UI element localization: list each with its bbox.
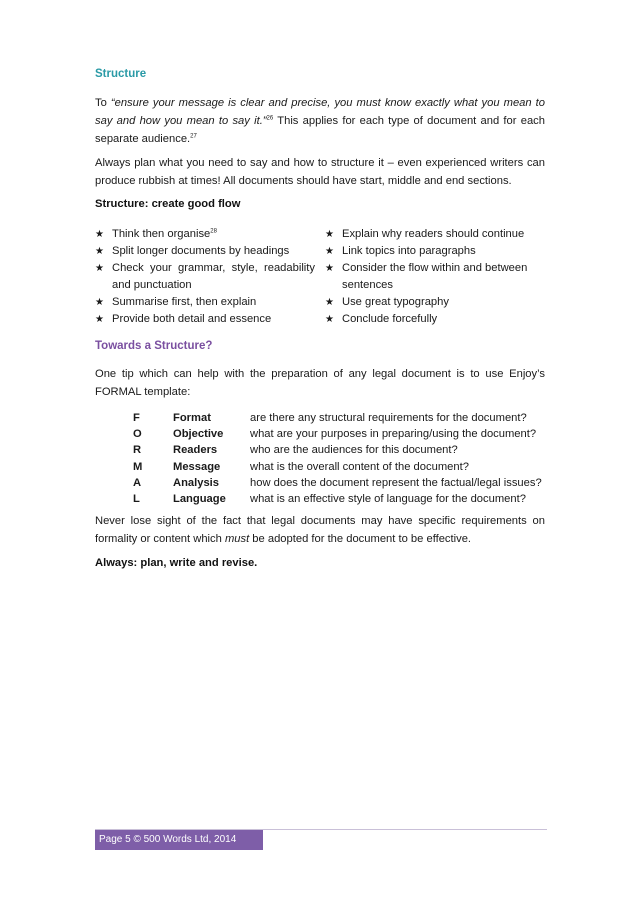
intro-paragraph bbox=[95, 94, 545, 148]
flow-heading: Structure: create good flow bbox=[95, 198, 241, 210]
star-icon: ★ bbox=[325, 246, 334, 257]
star-icon: ★ bbox=[95, 263, 104, 274]
bullet-item: ★ Provide both detail and essence bbox=[95, 311, 315, 328]
tip-paragraph: One tip which can help with the preparation of any legal document is to use Enjoy’s FORMAL template: bbox=[95, 368, 545, 398]
plan-paragraph: Always plan what you need to say and how to structure it – even experienced writers can produce rubbish at times! All documents should have start, middle and end sections. bbox=[95, 157, 545, 187]
star-icon: ★ bbox=[325, 314, 334, 325]
star-icon: ★ bbox=[325, 229, 334, 240]
closing-line: Always: plan, write and revise. bbox=[95, 557, 258, 569]
section-heading-towards: Towards a Structure? bbox=[95, 340, 213, 352]
footnote-ref-26: 26 bbox=[266, 115, 274, 122]
star-icon: ★ bbox=[95, 246, 104, 257]
star-icon: ★ bbox=[95, 314, 104, 325]
never-paragraph: Never lose sight of the fact that legal documents may have specific requirements on formality or content which must be adopted for the document to be effective. bbox=[95, 515, 545, 545]
intro-middle: This applies for each type of document and for each separate audience. bbox=[95, 115, 545, 145]
star-icon: ★ bbox=[95, 229, 104, 240]
bullet-item: ★ Use great typography bbox=[325, 294, 545, 311]
star-icon: ★ bbox=[95, 297, 104, 308]
footnote-ref-28: 28 bbox=[210, 228, 217, 235]
bullet-item: ★ Think then organise$^{28}$ bbox=[95, 226, 315, 243]
star-icon: ★ bbox=[325, 263, 334, 274]
bullet-column-right bbox=[325, 226, 545, 328]
bullet-item: ★ Consider the flow within and between sentences bbox=[325, 262, 528, 291]
section-heading-structure: Structure bbox=[95, 68, 147, 80]
bullet-column-left bbox=[95, 226, 315, 328]
bullet-item: ★ Summarise first, then explain bbox=[95, 294, 315, 311]
bullet-item: ★ Check your grammar, style, readability and punctuation bbox=[95, 262, 315, 291]
emphasis-must: must bbox=[224, 533, 250, 545]
bullet-item: ★ Split longer documents by headings bbox=[95, 243, 315, 260]
footnote-ref-27: 27 bbox=[190, 133, 197, 140]
intro-quote: “ensure your message is clear and precise, you must know exactly what you mean to say and how you mean to say it.” bbox=[95, 97, 545, 127]
intro-prefix: To bbox=[95, 97, 111, 109]
star-icon: ★ bbox=[325, 297, 334, 308]
bullet-item: ★ Conclude forcefully bbox=[325, 311, 545, 328]
bullet-item: ★ Link topics into paragraphs bbox=[325, 243, 545, 260]
bullet-item: ★ Explain why readers should continue bbox=[325, 226, 545, 243]
page-footer: Page 5 © 500 Words Ltd, 2014 bbox=[95, 830, 263, 850]
